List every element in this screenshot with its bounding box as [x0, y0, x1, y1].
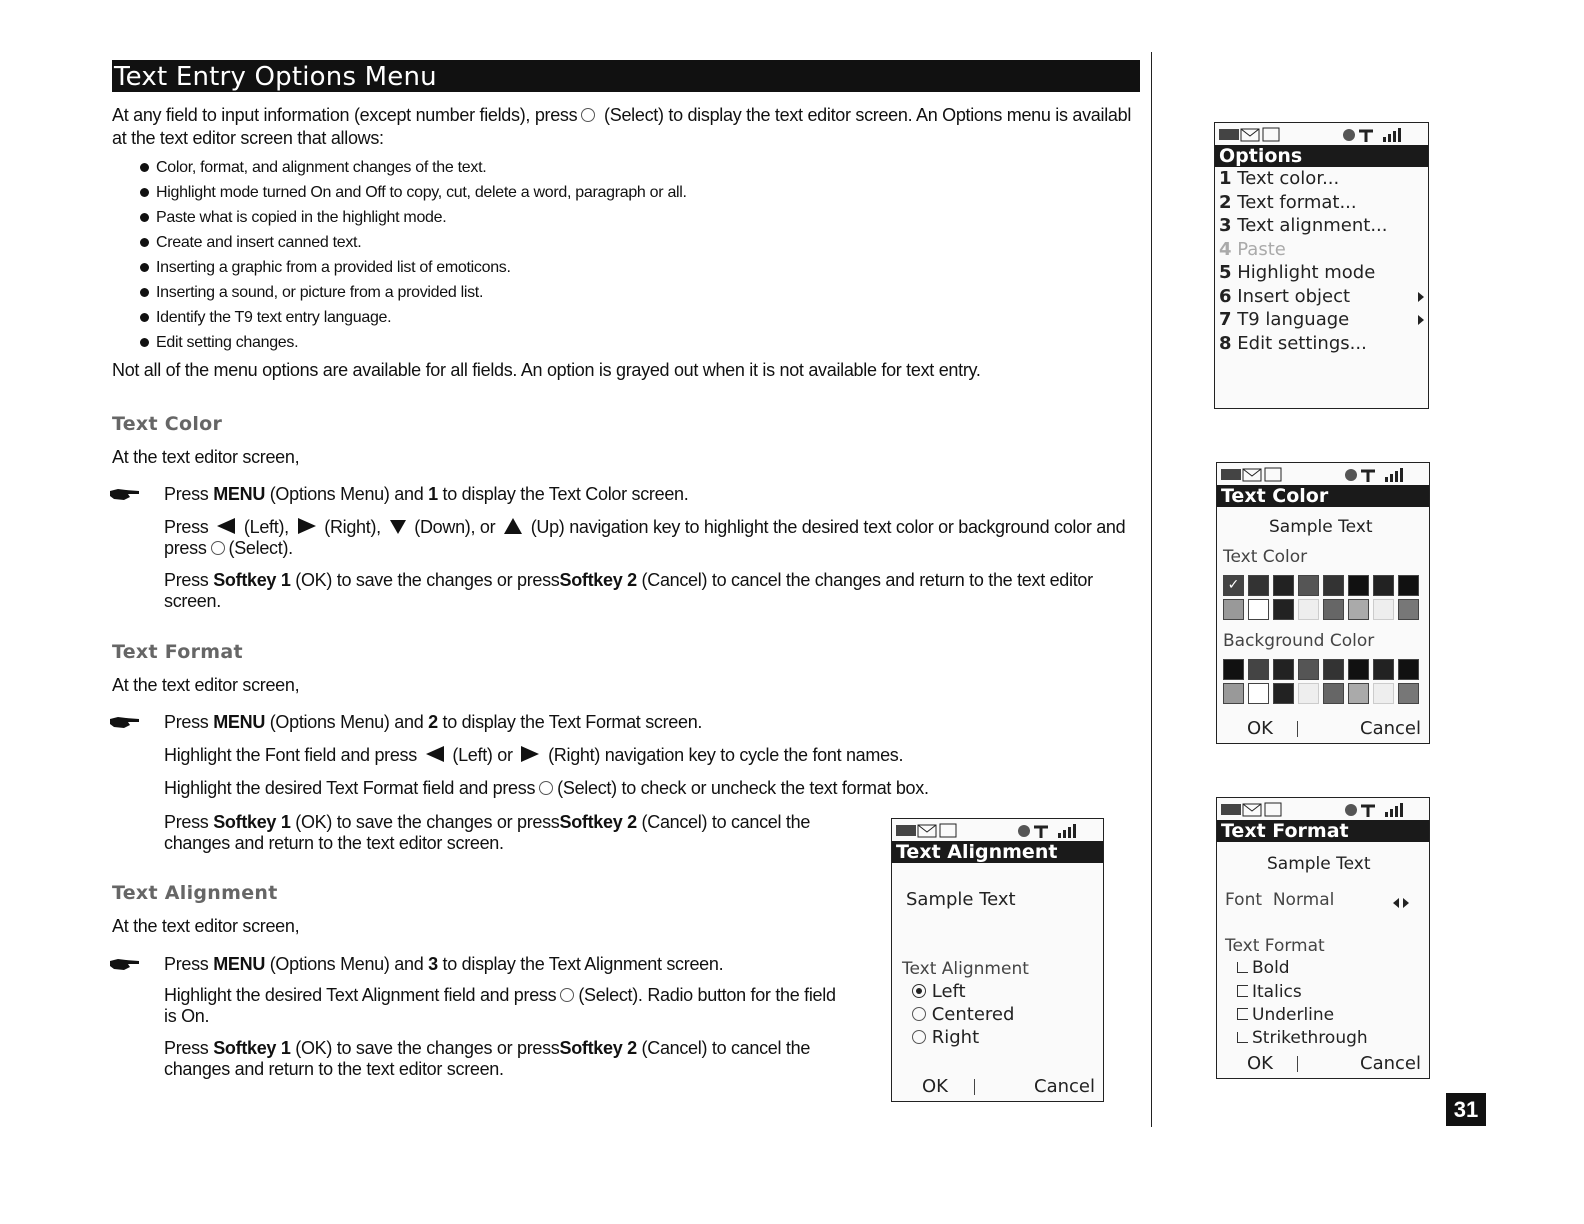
options-menu-label: (Options Menu) and — [269, 954, 424, 974]
submenu-arrow-icon — [1418, 292, 1424, 302]
color-step-1 — [164, 484, 688, 505]
color-swatch[interactable] — [1323, 575, 1344, 596]
options-list — [1215, 167, 1428, 355]
color-swatch[interactable] — [1373, 599, 1394, 620]
text-alignment-screenshot — [891, 818, 1104, 1102]
color-swatch-selected[interactable]: ✓ — [1223, 575, 1244, 596]
softkey-divider — [974, 1079, 975, 1095]
feature-list — [140, 155, 840, 355]
right-label: (Right), — [324, 517, 381, 537]
up-label: (Up) navigation key to highlight the desired text color or background color and — [530, 517, 1126, 537]
cancel-softkey[interactable]: Cancel — [1034, 1076, 1095, 1097]
column-divider — [1151, 52, 1152, 1127]
step-tail: to display the Text Alignment screen. — [442, 954, 724, 974]
softkey2-label: Softkey 2 — [559, 812, 637, 832]
checkbox-icon — [1237, 985, 1248, 997]
item-label: Text color... — [1237, 168, 1340, 189]
menu-key-label: MENU — [213, 954, 266, 974]
text-format-label: Text Format — [1225, 936, 1325, 956]
ok-softkey[interactable]: OK — [1247, 1053, 1273, 1074]
intro-line-2: at the text editor screen that allows: — [112, 128, 384, 148]
alignment-step-3 — [164, 1038, 810, 1059]
text-color-swatches-row-1 — [1223, 575, 1419, 595]
left-arrow-icon — [426, 746, 444, 762]
ok-label: (OK) to save the changes or press — [295, 570, 560, 590]
ok-label: (OK) to save the changes or press — [295, 1038, 560, 1058]
menu-item-highlight-mode[interactable] — [1215, 261, 1428, 285]
item-number: 3 — [1219, 215, 1232, 236]
list-item: Inserting a sound, or picture from a provided list. — [140, 280, 840, 305]
status-icons — [1217, 463, 1427, 485]
color-swatch[interactable] — [1373, 575, 1394, 596]
alignment-step-2-cont: is On. — [164, 1006, 210, 1026]
text-color-swatches-row-2 — [1223, 599, 1419, 619]
checkbox-strikethrough[interactable] — [1237, 1028, 1368, 1048]
heading-text-alignment: Text Alignment — [112, 882, 278, 904]
checkbox-icon — [1237, 1032, 1248, 1043]
status-icons — [1217, 798, 1427, 820]
color-swatch[interactable] — [1273, 659, 1294, 680]
checkbox-bold[interactable] — [1237, 958, 1290, 978]
item-number: 4 — [1219, 238, 1232, 260]
sample-text: Sample Text — [1269, 517, 1373, 537]
radio-label: Centered — [931, 1004, 1015, 1025]
menu-item-t9-language[interactable] — [1215, 308, 1428, 332]
step-tail: to display the Text Format screen. — [442, 712, 703, 732]
intro-text-b: (Select) to display the text editor screen. An Options menu is availabl — [604, 105, 1132, 125]
list-item: Edit setting changes. — [140, 330, 840, 355]
checkbox-label: Underline — [1252, 1005, 1335, 1025]
radio-right[interactable] — [912, 1027, 979, 1048]
color-swatch[interactable] — [1298, 575, 1319, 596]
menu-key-label: MENU — [213, 484, 266, 504]
alignment-step-3-cont: changes and return to the text editor screen. — [164, 1059, 504, 1079]
checkbox-icon — [1237, 962, 1248, 973]
page-number: 31 — [1446, 1093, 1486, 1126]
color-step-2 — [164, 517, 1144, 538]
options-menu-label: (Options Menu) and — [269, 484, 424, 504]
left-arrow-icon — [217, 518, 235, 534]
left-label: (Left) or — [452, 745, 513, 765]
cancel-softkey[interactable]: Cancel — [1360, 1053, 1421, 1074]
ok-label: (OK) to save the changes or press — [295, 812, 560, 832]
submenu-arrow-icon — [1418, 315, 1424, 325]
availability-note: Not all of the menu options are available for all fields. An option is grayed out when it is not available for text entry. — [112, 360, 981, 380]
item-number: 2 — [1219, 191, 1232, 213]
press-label: Press — [164, 570, 209, 590]
radio-label: Left — [931, 981, 966, 1002]
item-label: Text format... — [1237, 191, 1357, 213]
intro-text-a: At any field to input information (except number fields), press — [112, 105, 578, 125]
select-key-icon — [211, 541, 225, 555]
options-menu-screenshot — [1214, 122, 1429, 409]
color-swatch[interactable] — [1248, 575, 1269, 596]
cancel-label: (Cancel) to cancel the — [641, 812, 811, 832]
menu-item-paste[interactable] — [1215, 238, 1428, 262]
color-swatch[interactable] — [1348, 599, 1369, 620]
checkbox-label: Strikethrough — [1252, 1028, 1368, 1048]
ok-softkey[interactable]: OK — [1247, 718, 1273, 739]
font-value: Normal — [1272, 890, 1335, 910]
color-swatch[interactable] — [1348, 683, 1369, 704]
step-text: (Select) to check or uncheck the text format box. — [557, 778, 929, 798]
sample-text: Sample Text — [1267, 854, 1371, 874]
item-number: 5 — [1219, 262, 1232, 283]
pointing-hand-icon — [110, 957, 140, 971]
softkey1-label: Softkey 1 — [213, 1038, 291, 1058]
menu-item-edit-settings[interactable] — [1215, 332, 1428, 356]
key-label: 2 — [428, 712, 438, 732]
color-swatch[interactable] — [1373, 659, 1394, 680]
ok-softkey[interactable]: OK — [922, 1076, 948, 1097]
font-label: Font — [1225, 890, 1263, 910]
right-label: (Right) navigation key to cycle the font names. — [548, 745, 904, 765]
checkbox-label: Italics — [1252, 982, 1302, 1002]
key-label: 3 — [428, 954, 438, 974]
color-swatch[interactable] — [1298, 683, 1319, 704]
softkey-bar — [1217, 1050, 1429, 1076]
step-tail: to display the Text Color screen. — [442, 484, 689, 504]
item-label: Highlight mode — [1237, 262, 1376, 283]
color-swatch[interactable] — [1273, 683, 1294, 704]
color-swatch[interactable] — [1298, 599, 1319, 620]
menu-item-insert-object[interactable] — [1215, 285, 1428, 309]
pointing-hand-icon — [110, 715, 140, 729]
softkey-bar — [892, 1073, 1103, 1099]
press-label: Press — [164, 812, 209, 832]
radio-icon — [912, 1007, 926, 1021]
bg-color-swatches-row-1 — [1223, 659, 1419, 679]
status-bar — [1217, 798, 1429, 820]
item-label: Edit settings... — [1237, 332, 1367, 354]
screen-title: Text Format — [1217, 820, 1429, 842]
section-title: Text Entry Options Menu — [114, 62, 437, 92]
background-color-label: Background Color — [1223, 631, 1375, 651]
radio-selected-icon — [912, 984, 926, 998]
color-step-2-cont — [164, 538, 293, 559]
menu-item-text-format[interactable] — [1215, 191, 1428, 215]
menu-key-label: MENU — [213, 712, 266, 732]
left-label: (Left), — [243, 517, 289, 537]
key-label: 1 — [428, 484, 438, 504]
color-swatch[interactable] — [1398, 575, 1419, 596]
pointing-hand-icon — [110, 487, 140, 501]
color-swatch[interactable] — [1323, 599, 1344, 620]
intro-text-format: At the text editor screen, — [112, 675, 300, 695]
color-swatch[interactable] — [1248, 683, 1269, 704]
menu-item-text-color[interactable] — [1215, 167, 1428, 191]
status-bar — [1217, 463, 1429, 485]
up-arrow-icon — [504, 518, 522, 534]
list-item: Color, format, and alignment changes of the text. — [140, 155, 840, 180]
step-text: Highlight the Font field and press — [164, 745, 417, 765]
press-label: Press — [164, 712, 209, 732]
format-step-1 — [164, 712, 702, 733]
color-swatch[interactable] — [1223, 659, 1244, 680]
alignment-step-1 — [164, 954, 723, 975]
right-arrow-icon — [298, 518, 316, 534]
checkbox-label: Bold — [1252, 958, 1290, 978]
alignment-label: Text Alignment — [902, 959, 1029, 979]
softkey2-label: Softkey 2 — [559, 570, 637, 590]
color-swatch[interactable] — [1398, 683, 1419, 704]
step-text: Highlight the desired Text Alignment field and press — [164, 985, 557, 1005]
screen-title: Text Alignment — [892, 841, 1103, 863]
color-swatch[interactable] — [1223, 599, 1244, 620]
list-item: Create and insert canned text. — [140, 230, 840, 255]
color-swatch[interactable] — [1348, 575, 1369, 596]
radio-centered[interactable] — [912, 1004, 1014, 1025]
menu-item-text-alignment[interactable] — [1215, 214, 1428, 238]
text-color-label: Text Color — [1223, 547, 1308, 567]
cancel-softkey[interactable]: Cancel — [1360, 718, 1421, 739]
intro-line-1 — [112, 105, 1152, 126]
options-menu-label: (Options Menu) and — [269, 712, 424, 732]
item-label: Insert object — [1237, 285, 1351, 307]
format-step-4 — [164, 812, 810, 833]
press-label: Press — [164, 1038, 209, 1058]
color-step-3-cont: screen. — [164, 591, 221, 611]
status-bar — [892, 819, 1103, 841]
item-label: T9 language — [1237, 309, 1350, 330]
list-item: Inserting a graphic from a provided list of emoticons. — [140, 255, 840, 280]
checkbox-underline[interactable] — [1237, 1005, 1334, 1025]
list-item: Paste what is copied in the highlight mode. — [140, 205, 840, 230]
step-text: (Select). Radio button for the field — [578, 985, 836, 1005]
checkbox-icon — [1237, 1008, 1248, 1020]
left-right-arrows-icon[interactable] — [1393, 898, 1409, 908]
step-text: Highlight the desired Text Format field and press — [164, 778, 536, 798]
format-step-2 — [164, 745, 903, 766]
list-item: Highlight mode turned On and Off to copy, cut, delete a word, paragraph or all. — [140, 180, 840, 205]
softkey1-label: Softkey 1 — [213, 812, 291, 832]
bg-color-swatches-row-2 — [1223, 683, 1419, 703]
list-item: Identify the T9 text entry language. — [140, 305, 840, 330]
color-swatch[interactable] — [1323, 683, 1344, 704]
item-number: 6 — [1219, 285, 1232, 307]
sample-text: Sample Text — [906, 889, 1016, 910]
heading-text-format: Text Format — [112, 641, 243, 663]
select-key-icon — [539, 781, 553, 795]
checkbox-italics[interactable] — [1237, 982, 1302, 1002]
screen-title: Options — [1215, 145, 1428, 167]
softkey2-label: Softkey 2 — [559, 1038, 637, 1058]
format-step-4-cont: changes and return to the text editor screen. — [164, 833, 504, 853]
status-icons — [892, 819, 1101, 841]
press-label: Press — [164, 517, 209, 537]
font-field[interactable] — [1225, 890, 1334, 910]
select-key-icon — [581, 108, 595, 122]
color-swatch[interactable] — [1323, 659, 1344, 680]
color-swatch[interactable] — [1348, 659, 1369, 680]
item-number: 1 — [1219, 168, 1232, 189]
select-label: (Select). — [228, 538, 293, 558]
color-swatch[interactable] — [1273, 575, 1294, 596]
heading-text-color: Text Color — [112, 413, 223, 435]
text-format-screenshot — [1216, 797, 1430, 1079]
cancel-label: (Cancel) to cancel the — [641, 1038, 811, 1058]
color-swatch[interactable] — [1248, 599, 1269, 620]
status-icons — [1215, 123, 1426, 145]
press-label: Press — [164, 954, 209, 974]
color-swatch[interactable] — [1248, 659, 1269, 680]
color-swatch[interactable] — [1298, 659, 1319, 680]
color-swatch[interactable] — [1223, 683, 1244, 704]
intro-text-color: At the text editor screen, — [112, 447, 300, 467]
softkey-bar — [1217, 715, 1429, 741]
item-label: Text alignment... — [1237, 215, 1388, 236]
status-bar — [1215, 123, 1428, 145]
down-label: (Down), or — [414, 517, 496, 537]
text-color-screenshot — [1216, 462, 1430, 744]
softkey-divider — [1297, 1056, 1298, 1072]
intro-text-alignment: At the text editor screen, — [112, 916, 300, 936]
item-number: 7 — [1219, 309, 1232, 330]
color-swatch[interactable] — [1398, 599, 1419, 620]
color-swatch[interactable] — [1373, 683, 1394, 704]
down-arrow-icon — [390, 518, 406, 534]
radio-left[interactable] — [912, 981, 966, 1002]
item-number: 8 — [1219, 332, 1232, 354]
softkey-divider — [1297, 721, 1298, 737]
press-label: press — [164, 538, 207, 558]
cancel-label: (Cancel) to cancel the changes and return to the text editor — [641, 570, 1093, 590]
press-label: Press — [164, 484, 209, 504]
radio-label: Right — [931, 1027, 980, 1048]
color-step-3 — [164, 570, 1093, 591]
format-step-3 — [164, 778, 929, 799]
right-arrow-icon — [521, 746, 539, 762]
softkey1-label: Softkey 1 — [213, 570, 291, 590]
select-key-icon — [560, 988, 574, 1002]
screen-title: Text Color — [1217, 485, 1429, 507]
alignment-step-2 — [164, 985, 836, 1006]
color-swatch[interactable] — [1398, 659, 1419, 680]
color-swatch[interactable] — [1273, 599, 1294, 620]
radio-icon — [912, 1030, 926, 1044]
item-label: Paste — [1237, 238, 1286, 260]
